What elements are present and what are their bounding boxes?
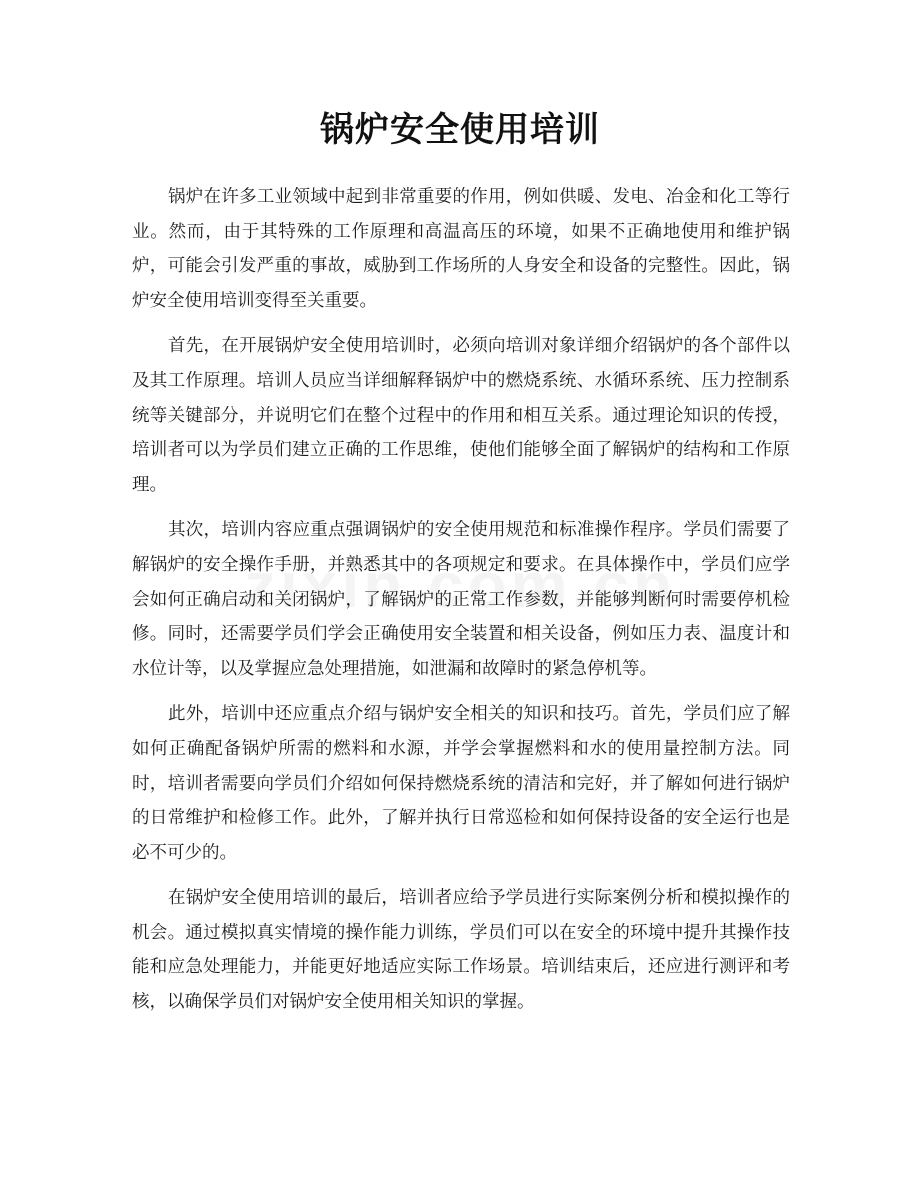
paragraph-components: 首先，在开展锅炉安全使用培训时，必须向培训对象详细介绍锅炉的各个部件以及其工作原理。培训人员应当详细解释锅炉中的燃烧系统、水循环系统、压力控制系统等关键部分，并说明它们在整个过程中的作用和相互关系。通过理论知识的传授，培训者可以为学员们建立正确的工作思维，使他们能够全面了解锅炉的结构和工作原理。 [132,336,790,495]
paragraph-intro: 锅炉在许多工业领域中起到非常重要的作用，例如供暖、发电、冶金和化工等行业。然而，由于其特殊的工作原理和高温高压的环境，如果不正确地使用和维护锅炉，可能会引发严重的事故，威胁到工作场所的人身安全和设备的完整性。因此，锅炉安全使用培训变得至关重要。 [132,187,790,311]
document-body [132,180,790,1031]
paragraph-knowledge-skills: 此外，培训中还应重点介绍与锅炉安全相关的知识和技巧。首先，学员们应了解如何正确配备锅炉所需的燃料和水源，并学会掌握燃料和水的使用量控制方法。同时，培训者需要向学员们介绍如何保持燃烧系统的清洁和完好，并了解如何进行锅炉的日常维护和检修工作。此外，了解并执行日常巡检和如何保持设备的安全运行也是必不可少的。 [132,704,790,863]
document-title: 锅炉安全使用培训 [320,110,600,150]
paragraph-practice-assessment: 在锅炉安全使用培训的最后，培训者应给予学员进行实际案例分析和模拟操作的机会。通过模拟真实情境的操作能力训练，学员们可以在安全的环境中提升其操作技能和应急处理能力，并能更好地适应实际工作场景。培训结束后，还应进行测评和考核，以确保学员们对锅炉安全使用相关知识的掌握。 [132,888,790,1013]
paragraph-operation-rules: 其次，培训内容应重点强调锅炉的安全使用规范和标准操作程序。学员们需要了解锅炉的安全操作手册，并熟悉其中的各项规定和要求。在具体操作中，学员们应学会如何正确启动和关闭锅炉，了解锅炉的正常工作参数，并能够判断何时需要停机检修。同时，还需要学员们学会正确使用安全装置和相关设备，例如压力表、温度计和水位计等，以及掌握应急处理措施，如泄漏和故障时的紧急停机等。 [132,520,790,679]
